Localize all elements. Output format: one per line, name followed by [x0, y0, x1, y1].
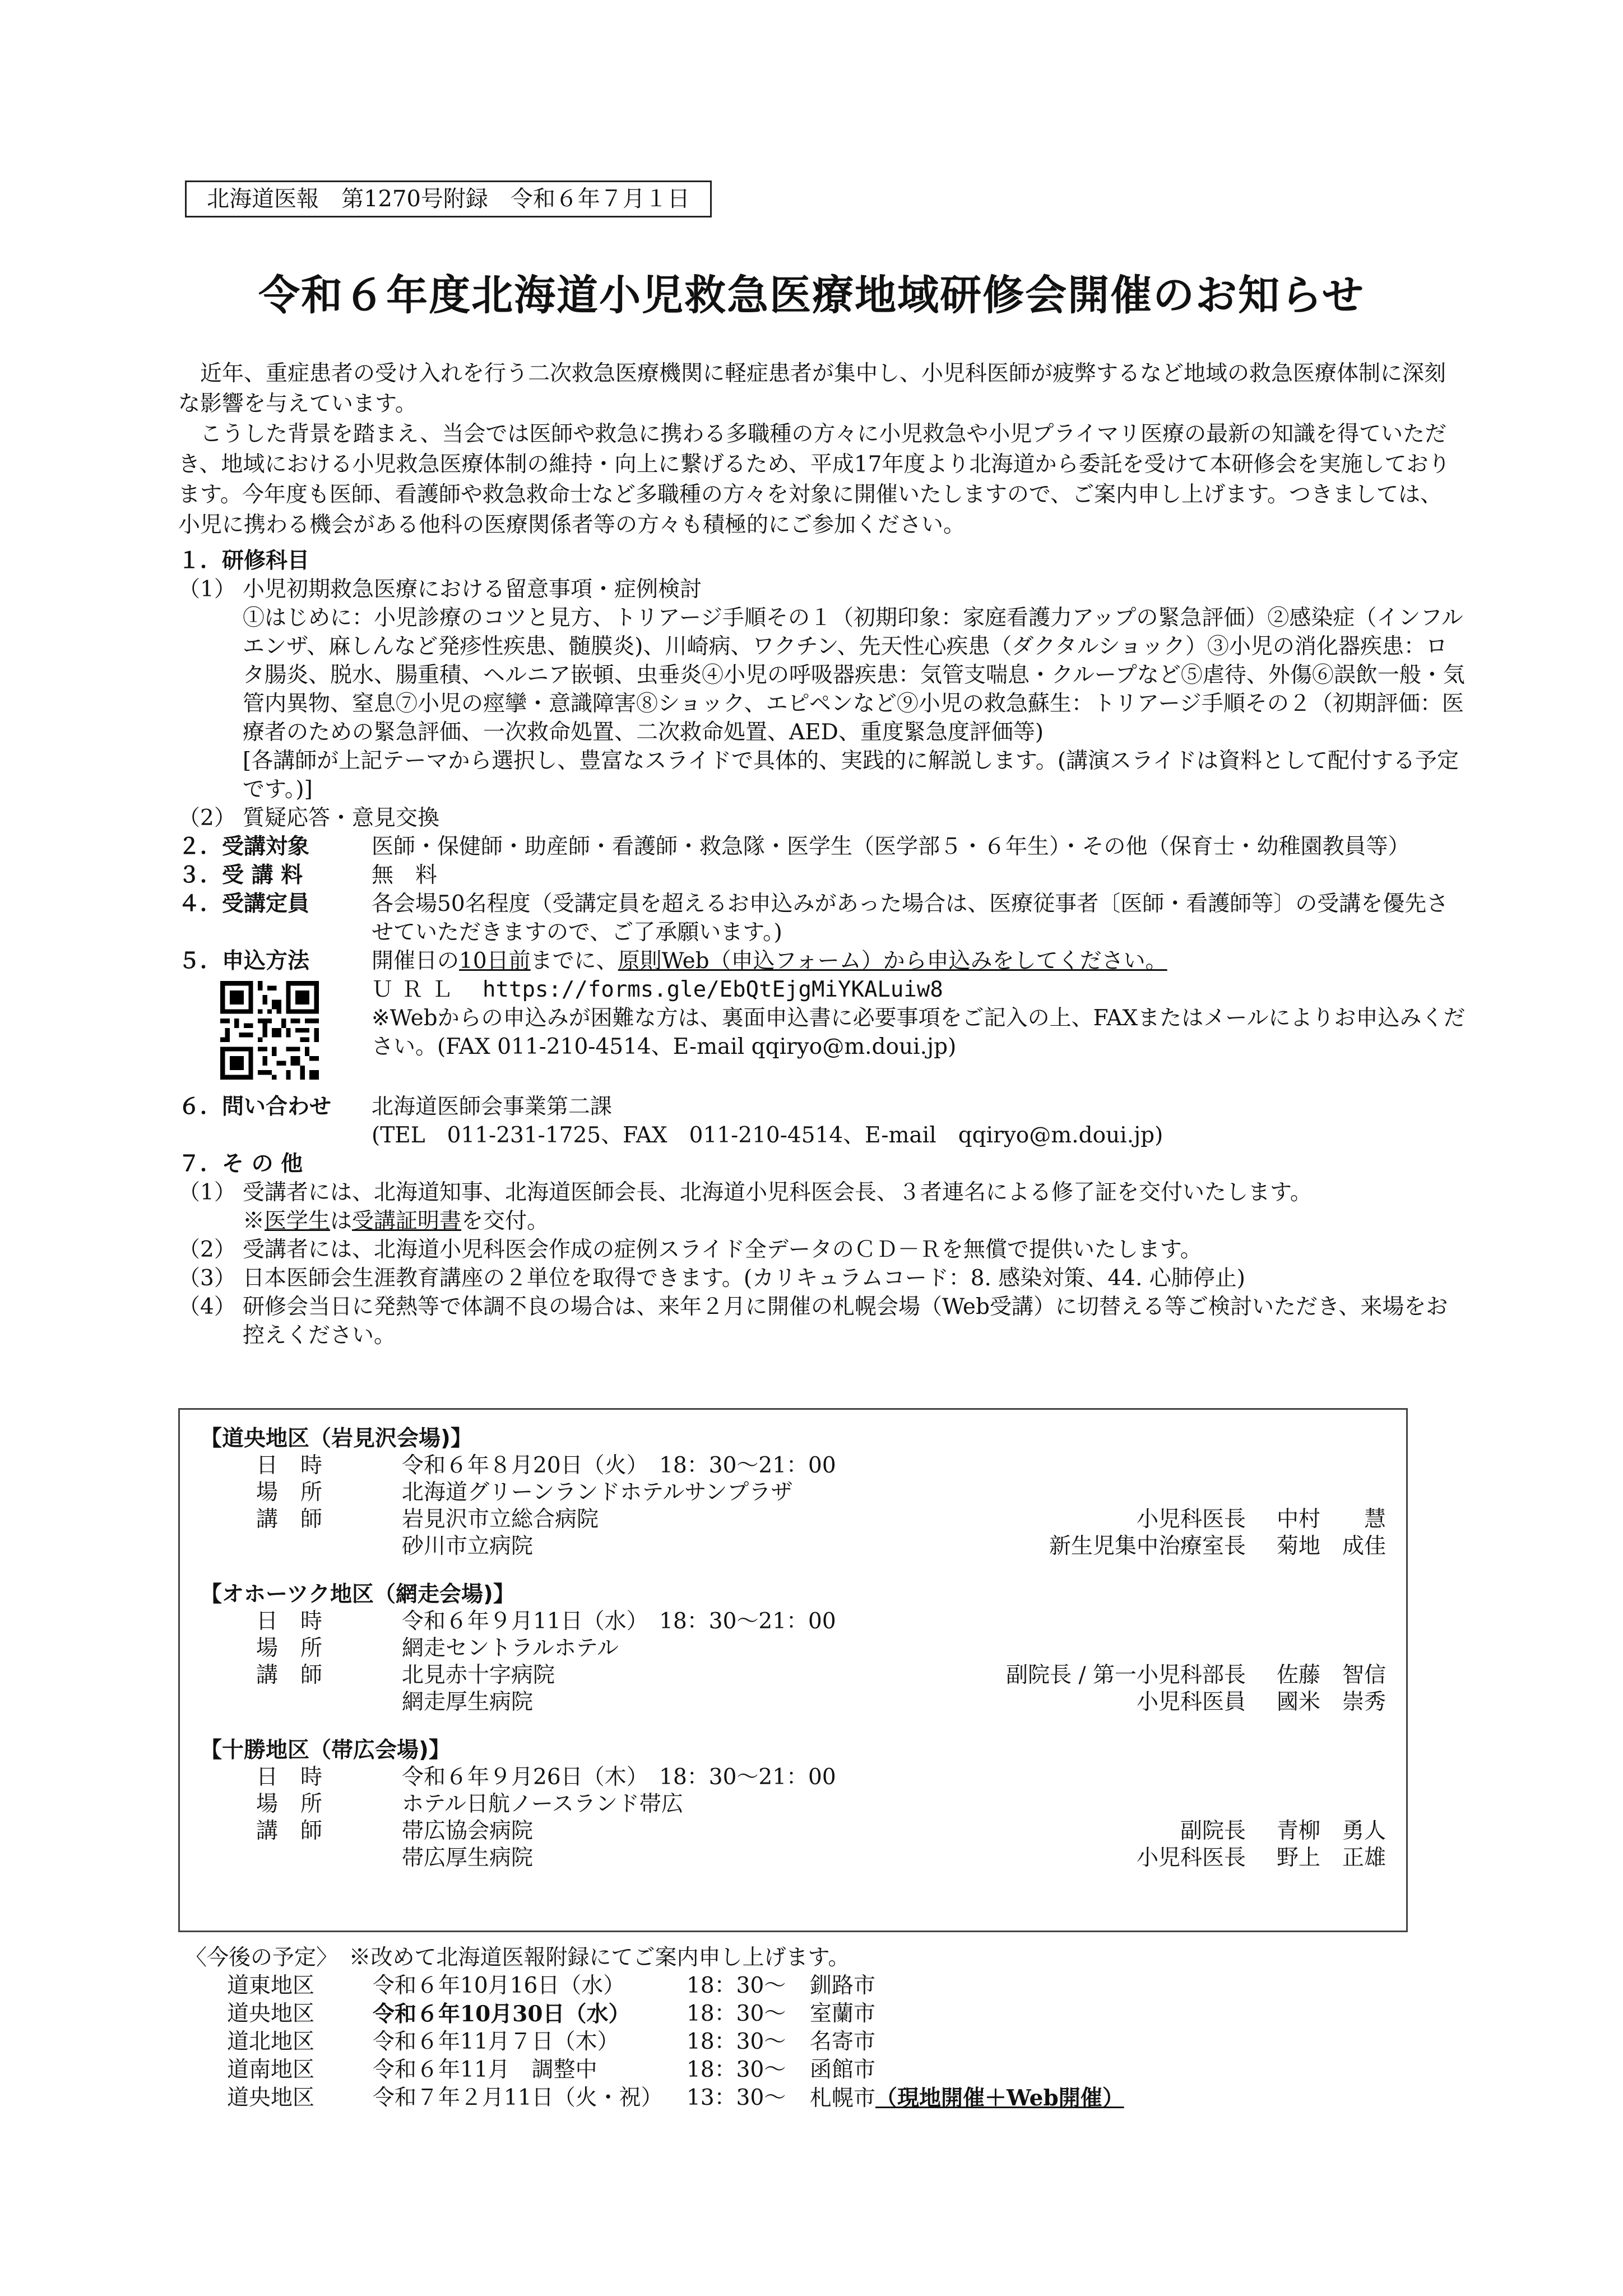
form-url-link[interactable]: https://forms.gle/EbQtEjgMiYKALuiw8: [483, 977, 943, 1002]
item-number: （4）: [178, 1294, 236, 1320]
contact-dept: 北海道医師会事業第二課: [372, 1094, 613, 1119]
item-text: 研修会当日に発熱等で体調不良の場合は、来年２月に開催の札幌会場（Web受講）に切替える等ご検討いただき、来場をお控えください。: [243, 1294, 1448, 1348]
page-title: 令和６年度北海道小児救急医療地域研修会開催のお知らせ: [258, 271, 1365, 320]
future-row: 道東地区 令和６年10月16日（水） 18：30～ 釧路市: [227, 1973, 876, 1998]
section-6: [178, 1093, 1467, 1150]
section-7-item: [178, 1293, 1467, 1350]
future-row: 道央地区 令和７年２月11日（火・祝） 13：30～ 札幌市（現地開催＋Web開催）: [227, 2085, 1124, 2111]
contact-details: (TEL 011-231-1725、FAX 011-210-4514、E-mail qqiryo@m.doui.jp): [372, 1123, 1163, 1148]
venue-block: [200, 1581, 1386, 1716]
intro-text: [178, 359, 1462, 540]
venue-schedule-box: [178, 1408, 1408, 1932]
future-row: 道北地区 令和６年11月７日（木） 18：30～ 名寄市: [227, 2029, 876, 2054]
item-text: 受講者には、北海道小児科医会作成の症例スライド全データのＣＤ－Ｒを無償で提供いたします。: [243, 1237, 1202, 1262]
item-number: （2）: [178, 806, 236, 831]
section-label: ３．受 講 料: [178, 863, 303, 888]
lecturer-name: 青柳 勇人: [1276, 1818, 1386, 1844]
intro-paragraph: 近年、重症患者の受け入れを行う二次救急医療機関に軽症患者が集中し、小児科医師が疲弊するなど地域の救急医療体制に深刻な影響を与えています。: [178, 361, 1446, 416]
section-label: ５．申込方法: [178, 948, 310, 974]
lecturer-role: 副院長 / 第一小児科部長: [1006, 1663, 1246, 1688]
item-number: （1）: [178, 1180, 236, 1205]
item-text: 受講者には、北海道知事、北海道医師会長、北海道小児科医会長、３者連名による修了証を交付いたします。: [243, 1180, 1312, 1205]
place-key: 場所: [256, 1636, 345, 1661]
sections: [178, 547, 1467, 1350]
deadline-emphasis: 10日前: [459, 948, 531, 974]
lecturer-hospital: 網走厚生病院: [402, 1689, 534, 1715]
lecturer-role: 新生児集中治療室長: [1049, 1534, 1246, 1559]
venue-block: [200, 1425, 1386, 1560]
section-value: 医師・保健師・助産師・看護師・救急隊・医学生（医学部５・６年生）・その他（保育士・幼稚園教員等）: [372, 834, 1410, 859]
item-number: （2）: [178, 1237, 236, 1262]
apply-note: ※Webからの申込みが困難な方は、裏面申込書に必要事項をご記入の上、FAXまたはメールによりお申込みください。(FAX 011-210-4514、E-mail qqiryo@m.doui.jp): [372, 1006, 1466, 1059]
future-heading: 〈今後の予定〉: [185, 1945, 327, 1970]
lecturer-name: 菊地 成佳: [1276, 1534, 1386, 1559]
section-4: [178, 890, 1467, 947]
item-number: （1）: [178, 577, 236, 602]
section-7-heading: ７．そ の 他: [178, 1151, 303, 1177]
header-citation: 北海道医報 第1270号附録 令和６年７月１日: [185, 180, 712, 217]
future-note: ※改めて北海道医報附録にてご案内申し上げます。: [349, 1945, 850, 1970]
hybrid-note: （現地開催＋Web開催）: [875, 2085, 1124, 2111]
venue-date: 令和６年８月20日（火） 18：30～21：00: [402, 1453, 836, 1478]
section-label: ２．受講対象: [178, 834, 310, 859]
section-value: 無 料: [372, 863, 438, 888]
date-key: 日時: [256, 1609, 345, 1634]
lecturer-hospital: 岩見沢市立総合病院: [402, 1507, 599, 1532]
future-row: 道央地区 令和６年10月30日（水） 18：30～ 室蘭市: [227, 2001, 876, 2027]
lecturer-role: 小児科医長: [1136, 1845, 1246, 1871]
venue-place: 北海道グリーンランドホテルサンプラザ: [402, 1480, 793, 1505]
section-label: ６．問い合わせ: [178, 1094, 332, 1119]
url-label: ＵＲＬ: [372, 977, 461, 1002]
lecturer-role: 小児科医長: [1136, 1507, 1246, 1532]
venue-place: ホテル日航ノースランド帯広: [402, 1792, 683, 1817]
lecturer-name: 佐藤 智信: [1276, 1663, 1386, 1688]
section-7-item: [178, 1178, 1467, 1207]
venue-title: 【オホーツク地区（網走会場)】: [200, 1582, 515, 1607]
lecturer-hospital: 帯広厚生病院: [402, 1845, 534, 1871]
section-value: 各会場50名程度（受講定員を超えるお申込みがあった場合は、医療従事者〔医師・看護師等〕の受講を優先させていただきますので、ご了承願います。): [372, 891, 1449, 945]
place-key: 場所: [256, 1480, 345, 1505]
item-text: 日本医師会生涯教育講座の２単位を取得できます。(カリキュラムコード：8. 感染対策、44. 心肺停止): [243, 1266, 1245, 1291]
lecturer-key: 講師: [256, 1507, 345, 1532]
section-1-item-2: [178, 804, 1467, 832]
section-1-item-1: [178, 575, 1467, 604]
qr-code-icon[interactable]: [220, 981, 319, 1080]
lecturer-role: 副院長: [1180, 1818, 1246, 1844]
lecturer-hospital: 帯広協会病院: [402, 1818, 534, 1844]
section-5: [178, 947, 1467, 1087]
lecturer-role: 小児科医員: [1136, 1689, 1246, 1715]
venue-block: [200, 1737, 1386, 1872]
section-1-heading: １．研修科目: [178, 548, 310, 573]
future-row: 道南地区 令和６年11月 調整中 18：30～ 函館市: [227, 2057, 876, 2082]
intro-paragraph: こうした背景を踏まえ、当会では医師や救急に携わる多職種の方々に小児救急や小児プライマリ医療の最新の知識を得ていただき、地域における小児救急医療体制の維持・向上に繋げるため、平成17年度より北海道から委託を受けて本研修会を実施しております。今年度も医師、看護師や救急救命士など多職種の方々を対象に開催いたしますので、ご案内申し上げます。つきましては、小児に携わる機会がある他科の医療関係者等の方々も積極的にご参加ください。: [178, 422, 1450, 538]
lecturer-key: 講師: [256, 1663, 345, 1688]
apply-method-emphasis: 原則Web（申込フォーム）から申込みをしてください。: [618, 948, 1167, 974]
section-7-item: [178, 1264, 1467, 1293]
venue-title: 【道央地区（岩見沢会場)】: [200, 1426, 472, 1451]
venue-date: 令和６年９月11日（水） 18：30～21：00: [402, 1609, 836, 1634]
venue-date: 令和６年９月26日（木） 18：30～21：00: [402, 1765, 836, 1790]
item-title: 小児初期救急医療における留意事項・症例検討: [243, 577, 702, 602]
item-body: ①はじめに：小児診療のコツと見方、トリアージ手順その１（初期印象：家庭看護力アップの緊急評価）②感染症（インフルエンザ、麻しんなど発疹性疾患、髄膜炎)、川崎病、ワクチン、先天性心疾患（ダクタルショック）③小児の消化器疾患：ロタ腸炎、脱水、腸重積、ヘルニア嵌頓、虫垂炎④小児の呼吸器疾患：気管支喘息・クループなど⑤虐待、外傷⑥誤飲一般・気管内異物、窒息⑦小児の痙攣・意識障害⑧ショック、エピペンなど⑨小児の救急蘇生：トリアージ手順その２（初期評価：医療者のための緊急評価、一次救命処置、二次救命処置、AED、重度緊急度評価等): [243, 605, 1465, 745]
lecturer-name: 野上 正雄: [1276, 1845, 1386, 1871]
item-note: [各講師が上記テーマから選択し、豊富なスライドで具体的、実践的に解説します。(講演スライドは資料として配付する予定です。)]: [243, 748, 1459, 802]
lecturer-hospital: 砂川市立病院: [402, 1534, 534, 1559]
date-key: 日時: [256, 1765, 345, 1790]
item-note: ※医学生は受講証明書を交付。: [243, 1209, 549, 1234]
venue-place: 網走セントラルホテル: [402, 1636, 619, 1661]
lecturer-name: 國米 崇秀: [1276, 1689, 1386, 1715]
section-2: [178, 832, 1467, 861]
section-7-item: [178, 1235, 1467, 1264]
apply-instruction: 開催日の10日前までに、原則Web（申込フォーム）から申込みをしてください。: [372, 948, 1167, 974]
url-line: [372, 975, 1467, 1004]
lecturer-name: 中村 慧: [1276, 1507, 1386, 1532]
venue-title: 【十勝地区（帯広会場)】: [200, 1738, 451, 1763]
item-title: 質疑応答・意見交換: [243, 806, 440, 831]
lecturer-hospital: 北見赤十字病院: [402, 1663, 555, 1688]
place-key: 場所: [256, 1792, 345, 1817]
item-number: （3）: [178, 1266, 236, 1291]
future-schedule: [185, 1944, 1418, 2113]
lecturer-key: 講師: [256, 1818, 345, 1844]
section-3: [178, 861, 1467, 890]
date-key: 日時: [256, 1453, 345, 1478]
section-label: ４．受講定員: [178, 891, 310, 916]
